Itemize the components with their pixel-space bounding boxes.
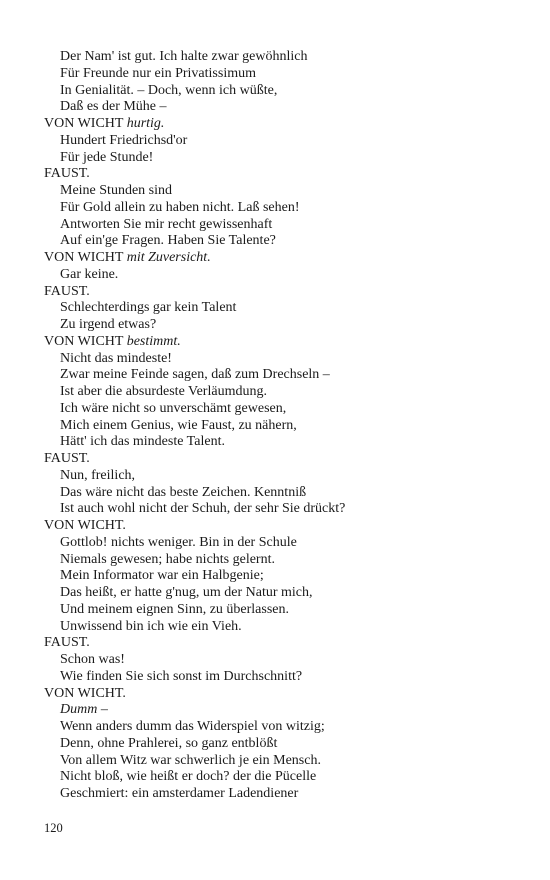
verse-line [44, 535, 514, 552]
verse-line [44, 786, 514, 803]
speaker-name: VON WICHT [44, 116, 127, 131]
verse-line [44, 317, 514, 334]
verse-text: Ist auch wohl nicht der Schuh, der sehr Sie drückt? [60, 501, 346, 517]
verse-text: Nicht bloß, wie heißt er doch? der die Pücelle [60, 769, 317, 785]
verse-text: In Genialität. – Doch, wenn ich wüßte, [60, 82, 278, 98]
speaker-name: FAUST. [44, 635, 90, 651]
page-body [44, 49, 514, 803]
verse-line [44, 300, 514, 317]
verse-text: Denn, ohne Prahlerei, so ganz entblößt [60, 735, 278, 751]
verse-text: Nun, freilich, [60, 467, 136, 483]
verse-line [44, 401, 514, 418]
verse-text: Ich wäre nicht so unverschämt gewesen, [60, 400, 287, 416]
stage-direction: mit Zuversicht. [126, 250, 211, 265]
verse-text: Das wäre nicht das beste Zeichen. Kenntniß [60, 484, 307, 500]
verse-line [44, 233, 514, 250]
verse-line [44, 418, 514, 435]
verse-text: Ist aber die absurdeste Verläumdung. [60, 384, 267, 399]
verse-text: Der Nam' ist gut. Ich halte zwar gewöhnlich [60, 49, 308, 64]
verse-line [44, 669, 514, 686]
verse-text: Schon was! [60, 652, 125, 667]
verse-text: Niemals gewesen; habe nichts gelernt. [60, 551, 275, 567]
verse-text: Wie finden Sie sich sonst im Durchschnitt? [60, 668, 303, 684]
verse-text: Gottlob! nichts weniger. Bin in der Schule [60, 534, 297, 550]
verse-line [44, 434, 514, 451]
speaker-line [44, 518, 514, 535]
verse-line [44, 351, 514, 368]
verse-text: Mein Informator war ein Halbgenie; [60, 568, 264, 584]
verse-text: Schlechterdings gar kein Talent [60, 300, 237, 316]
verse-line [44, 736, 514, 753]
stage-direction: Dumm – [60, 702, 108, 718]
verse-line [44, 217, 514, 234]
speaker-name: FAUST. [44, 283, 90, 299]
verse-text: Wenn anders dumm das Widerspiel von witzig; [60, 719, 325, 734]
verse-line [44, 183, 514, 200]
verse-line [44, 652, 514, 669]
verse-line [44, 384, 514, 401]
verse-text: Für Gold allein zu haben nicht. Laß sehen! [60, 199, 300, 215]
verse-line [44, 619, 514, 636]
verse-text: Unwissend bin ich wie ein Vieh. [60, 618, 242, 634]
speaker-name: VON WICHT. [44, 685, 126, 701]
verse-text: Nicht das mindeste! [60, 350, 172, 366]
verse-line [44, 568, 514, 585]
speaker-line [44, 686, 514, 703]
verse-line [44, 267, 514, 284]
verse-line [44, 753, 514, 770]
verse-line [44, 99, 514, 116]
verse-line [44, 49, 514, 66]
stage-direction: hurtig. [126, 116, 165, 131]
verse-line [44, 719, 514, 736]
verse-line [44, 702, 514, 719]
verse-text: Auf ein'ge Fragen. Haben Sie Talente? [60, 233, 276, 249]
speaker-name: VON WICHT [44, 333, 127, 349]
verse-text: Geschmiert: ein amsterdamer Ladendiener [60, 786, 299, 801]
verse-text: Daß es der Mühe – [60, 99, 167, 115]
verse-text: Hätt' ich das mindeste Talent. [60, 434, 225, 450]
verse-text: Und meinem eignen Sinn, zu überlassen. [60, 601, 290, 617]
speaker-name: FAUST. [44, 451, 90, 466]
verse-line [44, 552, 514, 569]
speaker-name: VON WICHT. [44, 518, 126, 533]
page-number: 120 [44, 821, 63, 835]
stage-direction: bestimmt. [126, 333, 181, 349]
speaker-line [44, 451, 514, 468]
verse-text: Zu irgend etwas? [60, 317, 157, 332]
verse-line [44, 367, 514, 384]
verse-line [44, 769, 514, 786]
verse-line [44, 485, 514, 502]
speaker-line [44, 635, 514, 652]
verse-line [44, 468, 514, 485]
speaker-name: FAUST. [44, 166, 90, 182]
verse-line [44, 150, 514, 167]
verse-line [44, 133, 514, 150]
verse-text: Antworten Sie mir recht gewissenhaft [60, 216, 273, 232]
speaker-line [44, 116, 514, 133]
verse-line [44, 501, 514, 518]
verse-text: Für Freunde nur ein Privatissimum [60, 65, 256, 81]
verse-text: Meine Stunden sind [60, 183, 172, 198]
verse-text: Zwar meine Feinde sagen, daß zum Drechseln – [60, 367, 330, 383]
verse-line [44, 83, 514, 100]
verse-line [44, 585, 514, 602]
verse-line [44, 602, 514, 619]
verse-text: Von allem Witz war schwerlich je ein Mensch. [60, 752, 321, 768]
verse-text: Mich einem Genius, wie Faust, zu nähern, [60, 417, 297, 433]
verse-line [44, 200, 514, 217]
verse-text: Hundert Friedrichsd'or [60, 132, 188, 148]
verse-text: Für jede Stunde! [60, 149, 154, 165]
verse-text: Das heißt, er hatte g'nug, um der Natur mich, [60, 585, 313, 600]
verse-text: Gar keine. [60, 266, 119, 282]
speaker-line [44, 334, 514, 351]
verse-line [44, 66, 514, 83]
speaker-line [44, 166, 514, 183]
speaker-line [44, 250, 514, 267]
speaker-name: VON WICHT [44, 250, 127, 265]
speaker-line [44, 284, 514, 301]
